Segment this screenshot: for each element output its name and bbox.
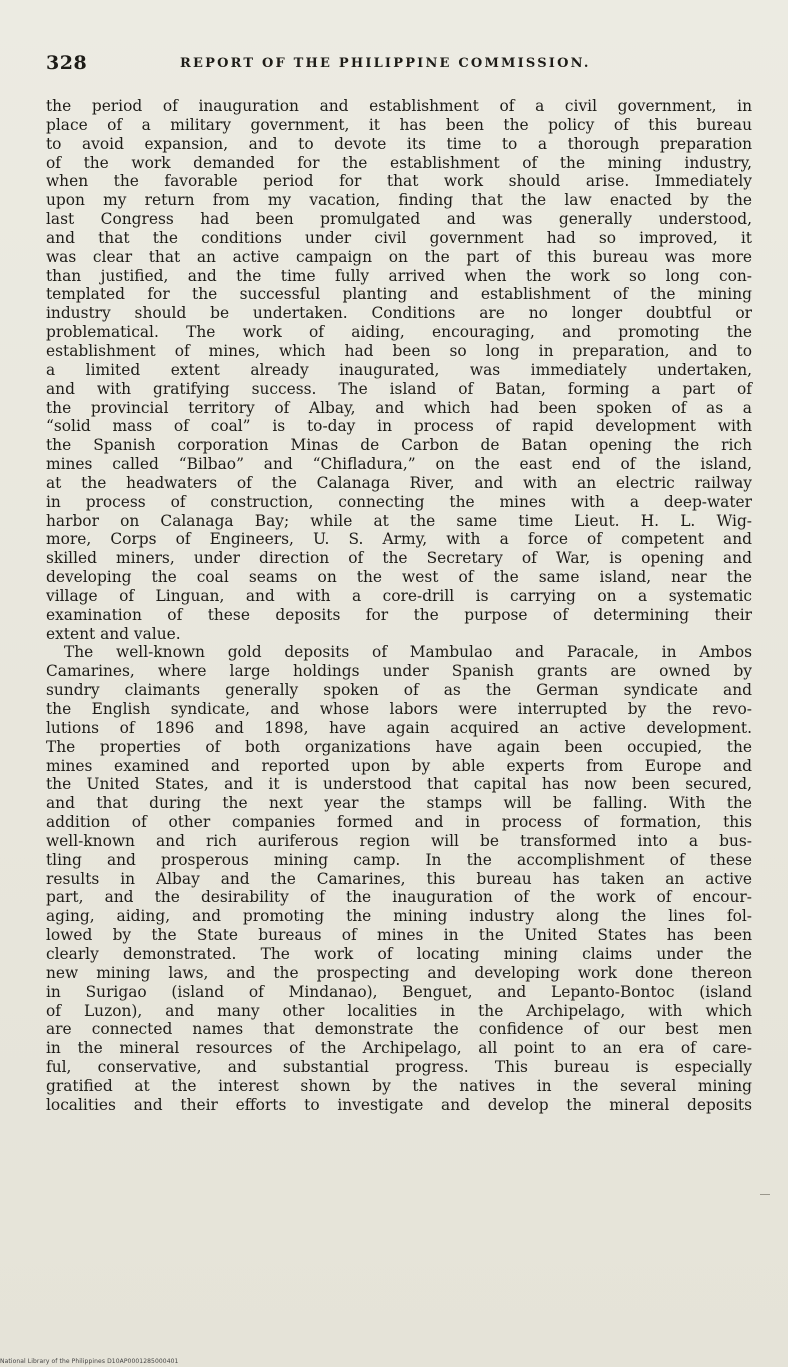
text-line: ful, conservative, and substantial progress. This bureau is especially (46, 1058, 752, 1077)
text-line: and that the conditions under civil government had so improved, it (46, 228, 752, 247)
text-line: in Surigao (island of Mindanao), Benguet, and Lepanto-Bontoc (island (46, 982, 752, 1001)
text-line: addition of other companies formed and in process of formation, this (46, 813, 752, 832)
text-line: new mining laws, and the prospecting and developing work done thereon (46, 963, 752, 982)
text-line: The well-known gold deposits of Mambulao and Paracale, in Ambos (64, 643, 752, 662)
text-line: harbor on Calanaga Bay; while at the same time Lieut. H. L. Wig- (46, 511, 752, 530)
text-line: The properties of both organizations have again been occupied, the (46, 737, 752, 756)
running-head: REPORT OF THE PHILIPPINE COMMISSION. (180, 56, 591, 71)
page-number: 328 (46, 52, 88, 74)
text-line: extent and value. (46, 624, 181, 643)
text-line: the period of inauguration and establishment of a civil government, in (46, 97, 752, 115)
margin-mark (760, 1194, 770, 1195)
text-line: the Spanish corporation Minas de Carbon de Batan opening the rich (46, 436, 752, 455)
text-line: and that during the next year the stamps will be falling. With the (46, 794, 752, 813)
text-line: the provincial territory of Albay, and which had been spoken of as a (46, 398, 752, 417)
text-line: village of Linguan, and with a core-drill is carrying on a systematic (46, 586, 752, 605)
text-line: Camarines, where large holdings under Spanish grants are owned by (46, 662, 752, 681)
text-line: problematical. The work of aiding, encouraging, and promoting the (46, 323, 752, 342)
text-line: “solid mass of coal” is to-day in process of rapid development with (46, 417, 752, 436)
text-line: skilled miners, under direction of the Secretary of War, is opening and (46, 549, 752, 568)
text-line: localities and their efforts to investigate and develop the mineral deposits (46, 1095, 752, 1114)
text-line: gratified at the interest shown by the natives in the several mining (46, 1076, 752, 1095)
text-line: establishment of mines, which had been so long in preparation, and to (46, 341, 752, 360)
text-line: more, Corps of Engineers, U. S. Army, with a force of competent and (46, 530, 752, 549)
text-line: the English syndicate, and whose labors were interrupted by the revo- (46, 700, 752, 718)
text-line: tling and prosperous mining camp. In the accomplishment of these (46, 850, 752, 869)
text-line: examination of these deposits for the purpose of determining their (46, 605, 752, 624)
text-line: aging, aiding, and promoting the mining industry along the lines fol- (46, 907, 752, 926)
text-line: mines examined and reported upon by able experts from Europe and (46, 756, 752, 775)
text-line: part, and the desirability of the inauguration of the work of encour- (46, 888, 752, 907)
text-line: when the favorable period for that work should arise. Immediately (46, 172, 752, 191)
text-line: templated for the successful planting and establishment of the mining (46, 285, 752, 304)
text-line: lowed by the State bureaus of mines in the United States has been (46, 926, 752, 945)
body-text (46, 97, 752, 1115)
text-line: at the headwaters of the Calanaga River, and with an electric railway (46, 473, 752, 492)
text-line: last Congress had been promulgated and was generally understood, (46, 210, 752, 229)
text-line: in process of construction, connecting the mines with a deep-water (46, 492, 752, 511)
text-line: of the work demanded for the establishment of the mining industry, (46, 153, 752, 172)
text-line: results in Albay and the Camarines, this bureau has taken an active (46, 869, 752, 888)
text-line: the United States, and it is understood that capital has now been secured, (46, 775, 752, 794)
text-line: than justified, and the time fully arrived when the work so long con- (46, 266, 752, 285)
text-line: lutions of 1896 and 1898, have again acquired an active development. (46, 718, 752, 737)
text-line: mines called “Bilbao” and “Chifladura,” on the east end of the island, (46, 455, 752, 474)
text-line: upon my return from my vacation, finding that the law enacted by the (46, 191, 752, 210)
text-line: of Luzon), and many other localities in the Archipelago, with which (46, 1001, 752, 1020)
text-line: in the mineral resources of the Archipelago, all point to an era of care- (46, 1039, 752, 1058)
page-header (46, 52, 746, 74)
text-line: sundry claimants generally spoken of as the German syndicate and (46, 681, 752, 700)
scan-footer: National Library of the Philippines D10AP0001285000401 (0, 1358, 179, 1365)
text-line: was clear that an active campaign on the part of this bureau was more (46, 247, 752, 266)
text-line: clearly demonstrated. The work of locating mining claims under the (46, 944, 752, 963)
text-line: and with gratifying success. The island of Batan, forming a part of (46, 379, 752, 398)
text-line: to avoid expansion, and to devote its time to a thorough preparation (46, 134, 752, 153)
text-line: place of a military government, it has been the policy of this bureau (46, 115, 752, 134)
text-line: are connected names that demonstrate the confidence of our best men (46, 1020, 752, 1039)
text-line: well-known and rich auriferous region will be transformed into a bus- (46, 831, 752, 850)
text-line: a limited extent already inaugurated, was immediately undertaken, (46, 360, 752, 379)
text-line: industry should be undertaken. Conditions are no longer doubtful or (46, 304, 752, 323)
text-line: developing the coal seams on the west of the same island, near the (46, 568, 752, 587)
